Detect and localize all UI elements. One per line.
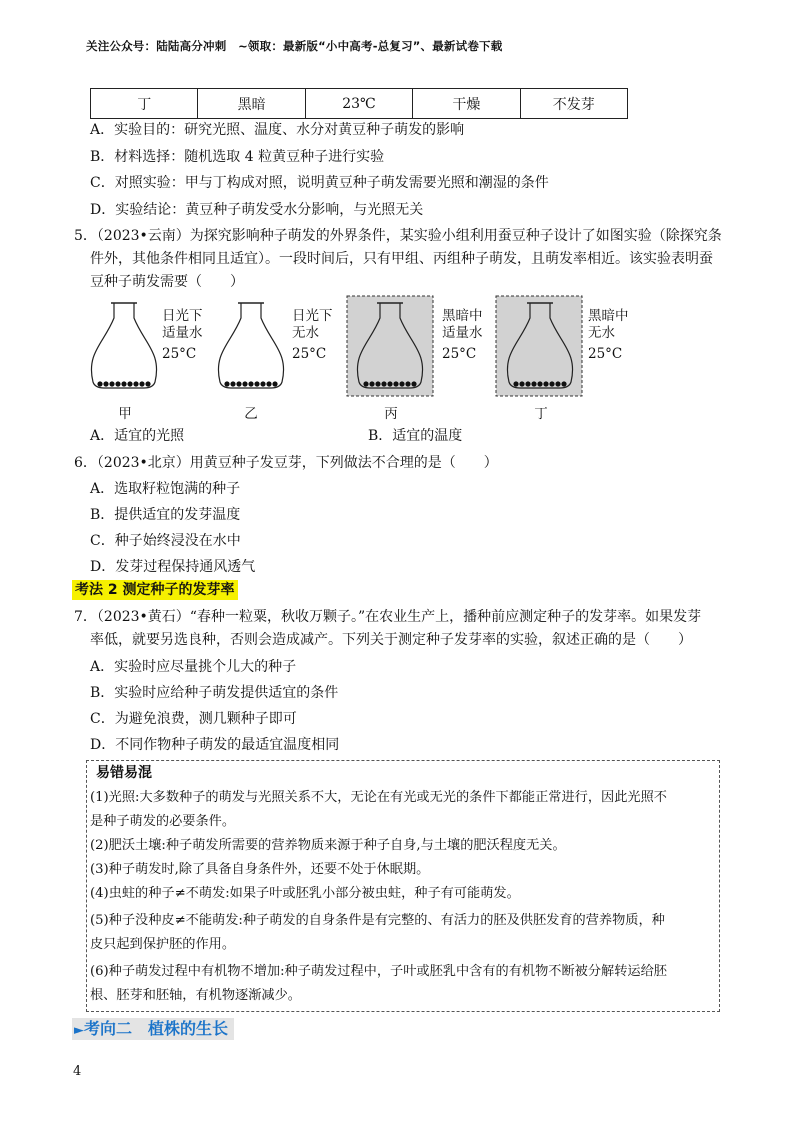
flask-name-label: 乙: [244, 406, 258, 422]
flask-name-label: 丁: [534, 406, 548, 422]
seed-dot: [127, 381, 132, 386]
seed-dot: [519, 381, 524, 386]
table-cell: 干燥: [413, 89, 520, 119]
seed-dot: [399, 381, 404, 386]
seed-dot: [525, 381, 530, 386]
seed-dot: [121, 381, 126, 386]
q5-stem-line: 豆种子萌发需要（ ）: [90, 274, 244, 290]
seed-dot: [513, 381, 518, 386]
q4-option-c: C．对照实验：甲与丁构成对照，说明黄豆种子萌发需要光照和潮湿的条件: [90, 175, 549, 191]
flask-temperature-label: 25°C: [292, 346, 327, 362]
seed-dot: [411, 381, 416, 386]
seed-dot: [549, 381, 554, 386]
q5-option-a: A．适宜的光照: [90, 428, 185, 444]
q4-option-d: D．实验结论：黄豆种子萌发受水分影响，与光照无关: [90, 202, 424, 218]
seed-dot: [236, 381, 241, 386]
seed-dot: [224, 381, 229, 386]
mistake-line: (4)虫蛀的种子≠不萌发:如果子叶或胚乳小部分被虫蛀，种子有可能萌发。: [90, 886, 520, 901]
seed-dot: [393, 381, 398, 386]
table-cell: 23℃: [305, 89, 412, 119]
mistake-line: (5)种子没种皮≠不能萌发:种子萌发的自身条件是有完整的、有活力的胚及供胚发育的营养物质，种: [90, 913, 665, 928]
flask-condition-label: 黑暗中: [588, 308, 629, 324]
seed-dot: [531, 381, 536, 386]
flask-shape: [91, 303, 156, 388]
flask-condition-label: 适量水: [162, 325, 203, 341]
mistake-line: (2)肥沃土壤:种子萌发所需要的营养物质来源于种子自身,与土壤的肥沃程度无关。: [90, 838, 566, 853]
common-mistakes-title: 易错易混: [96, 765, 152, 781]
table-cell: 不发芽: [520, 89, 627, 119]
seed-dot: [109, 381, 114, 386]
seed-dot: [133, 381, 138, 386]
q7-option-c: C．为避免浪费，测几颗种子即可: [90, 711, 297, 727]
flask-condition-label: 日光下: [162, 308, 203, 324]
flask-name-label: 丙: [384, 406, 398, 422]
seed-dot: [103, 381, 108, 386]
page-header: 关注公众号：陆陆高分冲刺 ~领取：最新版“小中高考-总复习”、最新试卷下载: [86, 39, 503, 53]
flask-temperature-label: 25°C: [442, 346, 477, 362]
flask-temperature-label: 25°C: [162, 346, 197, 362]
seed-dot: [230, 381, 235, 386]
flask-temperature-label: 25°C: [588, 346, 623, 362]
seed-dot: [139, 381, 144, 386]
q6-stem: 6．（2023•北京）用黄豆种子发豆芽，下列做法不合理的是（ ）: [74, 455, 498, 471]
seed-dot: [242, 381, 247, 386]
seed-dot: [272, 381, 277, 386]
seed-dot: [555, 381, 560, 386]
seed-dot: [381, 381, 386, 386]
flask-shape: [218, 303, 283, 388]
section-heading: [72, 1018, 234, 1040]
q7-option-a: A．实验时应尽量挑个儿大的种子: [90, 659, 297, 675]
table-cell: 丁: [91, 89, 198, 119]
seed-dot: [97, 381, 102, 386]
q5-option-b: B．适宜的温度: [368, 428, 463, 444]
q6-option-d: D．发芽过程保持通风透气: [90, 559, 256, 575]
flask-condition-label: 无水: [292, 325, 319, 341]
table-cell: 黑暗: [198, 89, 305, 119]
mistake-line: (3)种子萌发时,除了具备自身条件外，还要不处于休眠期。: [90, 862, 430, 877]
q7-stem-line: 7．（2023•黄石）“春种一粒粟，秋收万颗子。”在农业生产上，播种前应测定种子的发芽率。如果发芽: [74, 609, 702, 625]
seed-dot: [145, 381, 150, 386]
seed-dot: [561, 381, 566, 386]
seed-dot: [387, 381, 392, 386]
seed-dot: [260, 381, 265, 386]
seed-dot: [375, 381, 380, 386]
seed-dot: [254, 381, 259, 386]
q5-stem-line: 5．（2023•云南）为探究影响种子萌发的外界条件，某实验小组利用蚕豆种子设计了如图实验（除探究条: [74, 228, 722, 244]
flask-condition-label: 无水: [588, 325, 615, 341]
seed-dot: [115, 381, 120, 386]
flask-condition-label: 适量水: [442, 325, 483, 341]
flask-condition-label: 黑暗中: [442, 308, 483, 324]
q6-option-c: C．种子始终浸没在水中: [90, 533, 241, 549]
q6-option-a: A．选取籽粒饱满的种子: [90, 481, 241, 497]
q5-stem-line: 件外，其他条件相同且适宜）。一段时间后，只有甲组、丙组种子萌发，且萌发率相近。该实验表明蚕: [90, 251, 713, 267]
q7-option-d: D．不同作物种子萌发的最适宜温度相同: [90, 737, 340, 753]
mistake-line: (1)光照:大多数种子的萌发与光照关系不大，无论在有光或无光的条件下都能正常进行，因此光照不: [90, 790, 667, 805]
seed-dot: [363, 381, 368, 386]
flask-name-label: 甲: [118, 406, 132, 422]
mistake-line: (6)种子萌发过程中有机物不增加:种子萌发过程中，子叶或胚乳中含有的有机物不断被分解转运给胚: [90, 964, 667, 979]
q7-option-b: B．实验时应给种子萌发提供适宜的条件: [90, 685, 339, 701]
q6-option-b: B．提供适宜的发芽温度: [90, 507, 241, 523]
seed-dot: [405, 381, 410, 386]
seed-dot: [248, 381, 253, 386]
q4-option-a: A．实验目的：研究光照、温度、水分对黄豆种子萌发的影响: [90, 122, 465, 138]
flask-condition-label: 日光下: [292, 308, 333, 324]
triangle-marker-icon: ►: [74, 1023, 84, 1038]
section-title: 考向二 植株的生长: [84, 1019, 229, 1038]
seed-dot: [266, 381, 271, 386]
seed-dot: [543, 381, 548, 386]
mistake-line: 皮只起到保护胚的作用。: [90, 937, 236, 952]
mistake-line: 是种子萌发的必要条件。: [90, 814, 236, 829]
q4-option-b: B．材料选择：随机选取 4 粒黄豆种子进行实验: [90, 149, 385, 165]
seed-dot: [537, 381, 542, 386]
seed-dot: [369, 381, 374, 386]
mistake-line: 根、胚芽和胚轴，有机物逐渐减少。: [90, 988, 301, 1003]
page-number: 4: [73, 1064, 82, 1079]
method-heading: 考法 2 测定种子的发芽率: [72, 580, 238, 600]
q7-stem-line: 率低，就要另选良种，否则会造成减产。下列关于测定种子发芽率的实验，叙述正确的是（ ）: [90, 632, 692, 648]
